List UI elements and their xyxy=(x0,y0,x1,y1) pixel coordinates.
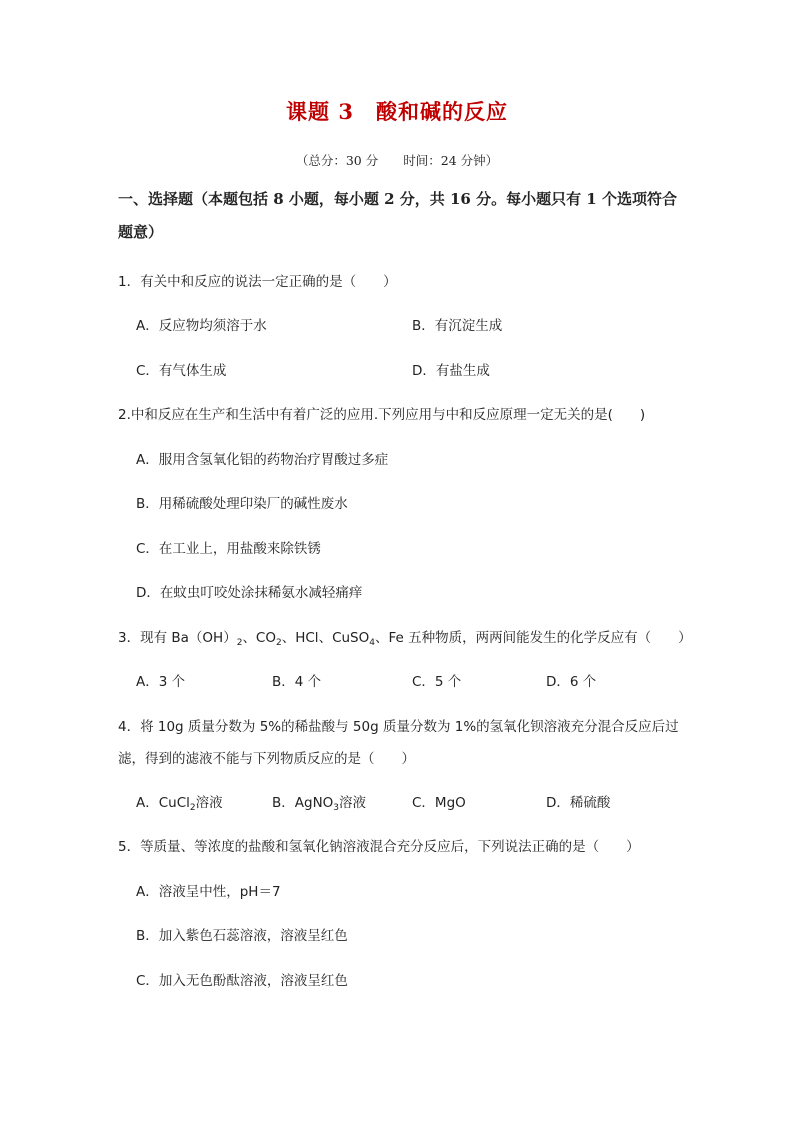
question-3-option-b: B．4 个 xyxy=(272,674,322,690)
section-heading: 一、选择题（本题包括 8 小题，每小题 2 分，共 16 分。每小题只有 1 个选项符合题意） xyxy=(118,190,677,241)
q4-a-text-2: 溶液 xyxy=(195,795,223,811)
q4-b-text-2: 溶液 xyxy=(339,795,367,811)
question-2-option-d: D．在蚊虫叮咬处涂抹稀氨水减轻痛痒 xyxy=(136,585,363,601)
question-4-stem-line-1: 4．将 10g 质量分数为 5%的稀盐酸与 50g 质量分数为 1%的氢氧化钡溶液充分混合反应后过 xyxy=(118,719,679,735)
question-2-option-a: A．服用含氢氧化铝的药物治疗胃酸过多症 xyxy=(136,452,389,468)
q3-text-3: 、HCl、CuSO xyxy=(281,630,370,646)
q3-sub-1: 2 xyxy=(236,638,243,648)
page-title: 课题 3 酸和碱的反应 xyxy=(286,99,508,124)
question-1-option-c: C．有气体生成 xyxy=(136,363,227,379)
question-2-stem: 2.中和反应在生产和生活中有着广泛的应用.下列应用与中和反应原理一定无关的是( ) xyxy=(118,407,646,423)
question-4-option-b xyxy=(272,791,366,811)
question-4-option-d: D．稀硫酸 xyxy=(546,795,611,811)
q4-a-text-1: A．CuCl xyxy=(136,795,190,811)
question-3-option-d: D．6 个 xyxy=(546,674,597,690)
question-5-option-c: C．加入无色酚酞溶液，溶液呈红色 xyxy=(136,973,348,989)
question-4-option-c: C．MgO xyxy=(412,795,466,811)
question-2-option-b: B．用稀硫酸处理印染厂的碱性废水 xyxy=(136,496,348,512)
question-3-option-c: C．5 个 xyxy=(412,674,462,690)
question-5-stem: 5．等质量、等浓度的盐酸和氢氧化钠溶液混合充分反应后，下列说法正确的是（ ） xyxy=(118,839,640,855)
question-3-option-a: A．3 个 xyxy=(136,674,186,690)
question-2-option-c: C．在工业上，用盐酸来除铁锈 xyxy=(136,541,321,557)
question-5-option-a: A．溶液呈中性，pH＝7 xyxy=(136,884,281,900)
question-4-stem-line-2: 滤，得到的滤液不能与下列物质反应的是（ ） xyxy=(118,751,415,767)
q3-text-2: 、CO xyxy=(242,630,276,646)
q4-b-sub: 3 xyxy=(333,803,340,813)
question-5-option-b: B．加入紫色石蕊溶液，溶液呈红色 xyxy=(136,928,348,944)
q3-text-1: 3．现有 Ba（OH） xyxy=(118,630,237,646)
question-3-stem xyxy=(118,626,692,646)
q3-text-4: 、Fe 五种物质，两两间能发生的化学反应有（ ） xyxy=(374,630,692,646)
question-1-stem: 1．有关中和反应的说法一定正确的是（ ） xyxy=(118,274,397,290)
question-1-option-d: D．有盐生成 xyxy=(412,363,490,379)
q4-a-sub: 2 xyxy=(189,803,196,813)
q3-sub-3: 4 xyxy=(369,638,375,648)
question-4-option-a xyxy=(136,791,223,811)
page-subtitle: （总分：30 分 时间：24 分钟） xyxy=(295,153,499,168)
question-1-option-a: A．反应物均须溶于水 xyxy=(136,318,267,334)
question-1-option-b: B．有沉淀生成 xyxy=(412,318,503,334)
q4-b-text-1: B．AgNO xyxy=(272,795,334,811)
q3-sub-2: 2 xyxy=(276,638,282,648)
